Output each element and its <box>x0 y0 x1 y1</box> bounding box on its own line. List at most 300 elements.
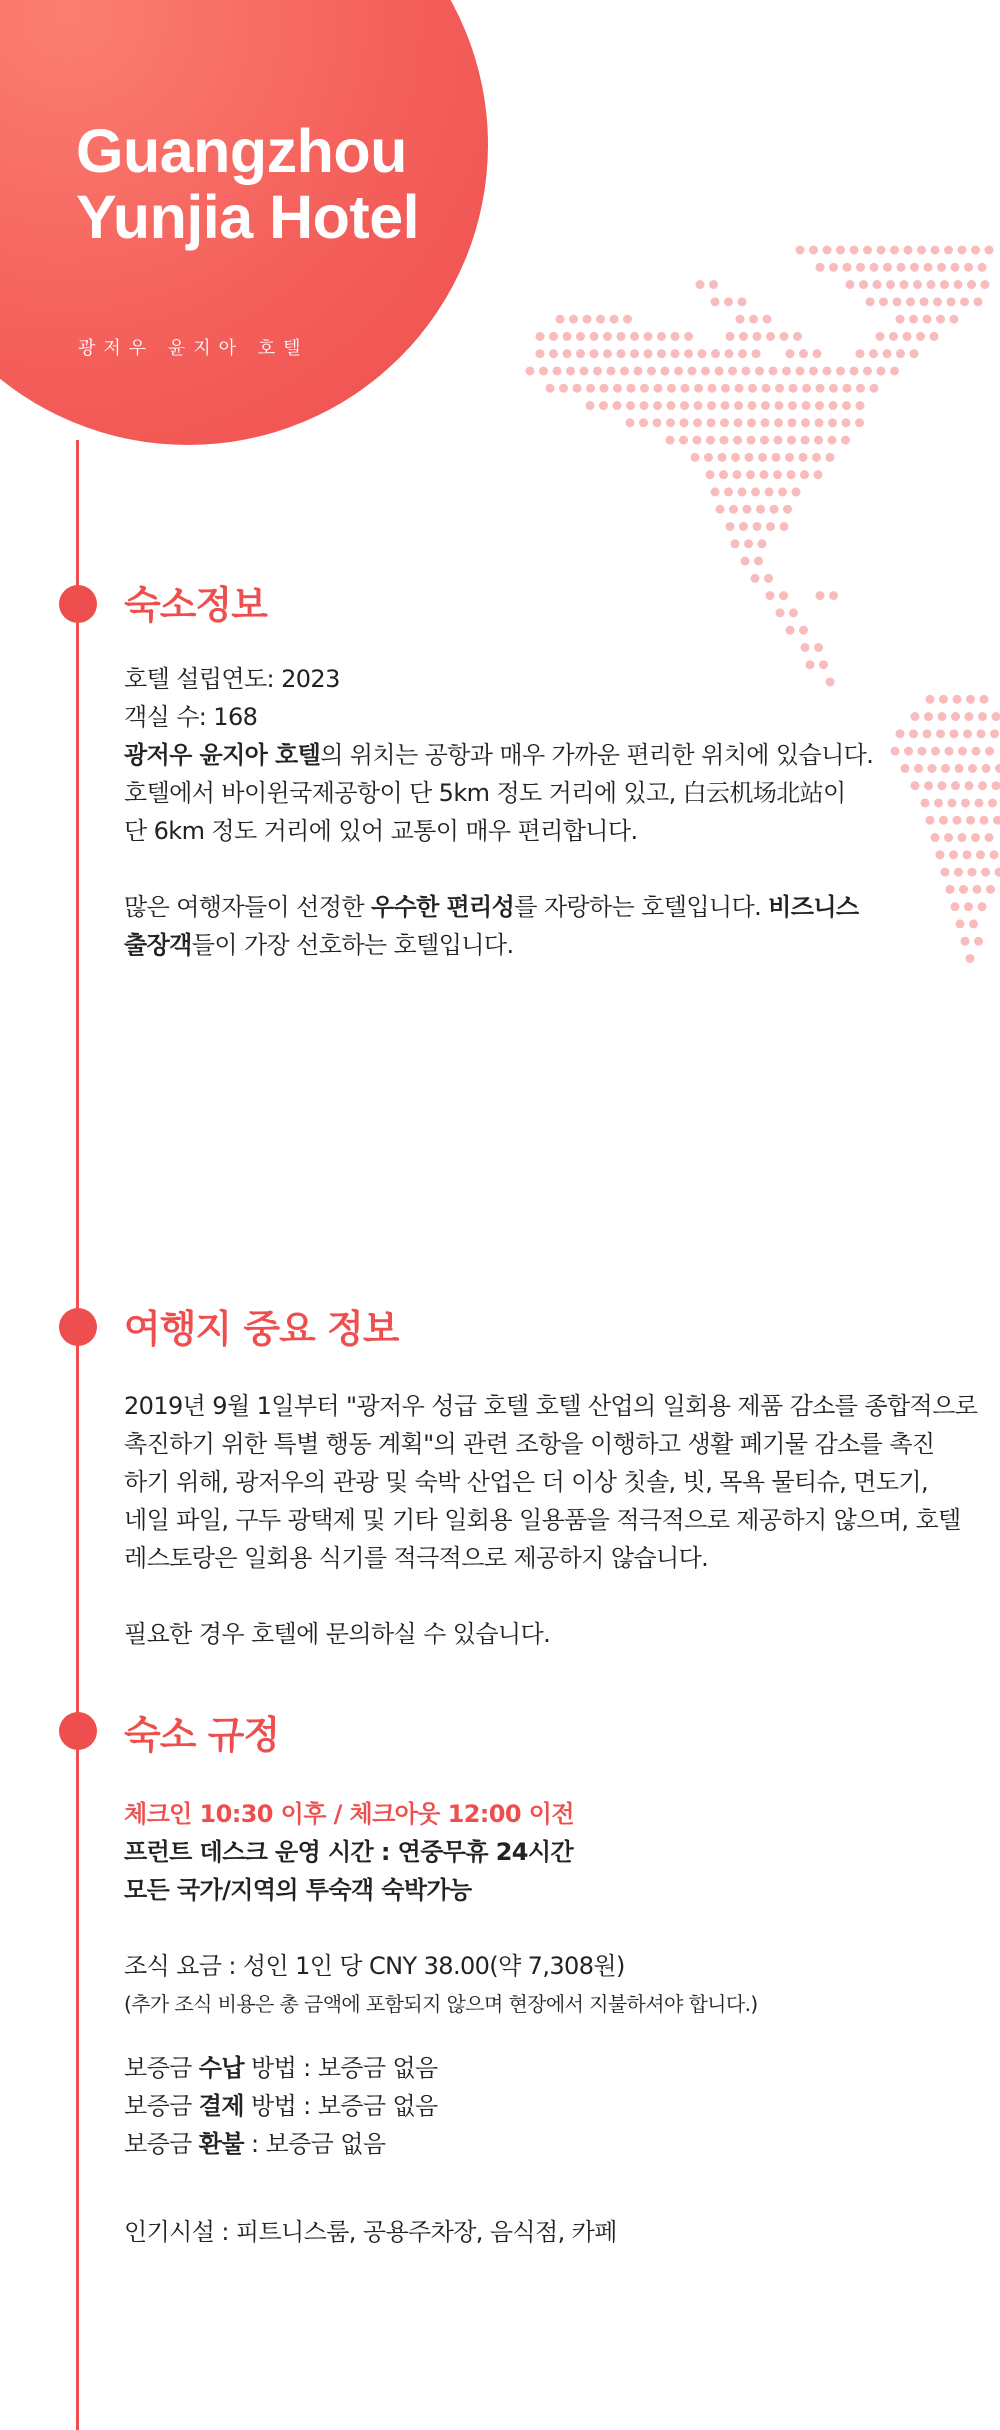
map-dot <box>725 349 734 358</box>
map-dot <box>809 246 818 255</box>
map-dot <box>936 315 945 324</box>
map-dot <box>813 349 822 358</box>
map-dot <box>769 366 778 375</box>
map-dot <box>869 349 878 358</box>
map-dot <box>760 436 769 445</box>
map-dot <box>775 384 784 393</box>
map-dot <box>599 401 608 410</box>
map-dot <box>748 401 757 410</box>
map-dot <box>916 332 925 341</box>
map-dot <box>691 453 700 462</box>
map-dot <box>800 470 809 479</box>
map-dot <box>753 522 762 531</box>
map-dot <box>809 366 818 375</box>
map-dot <box>716 505 725 514</box>
map-dot <box>897 263 906 272</box>
map-dot <box>873 280 882 289</box>
rules-facilities: 인기시설 : 피트니스룸, 공용주차장, 음식점, 카페 <box>124 2218 617 2246</box>
map-dot <box>799 349 808 358</box>
map-dot <box>789 608 798 617</box>
map-dot <box>733 470 742 479</box>
rules-checkin: 체크인 10:30 이후 / 체크아웃 12:00 이전 <box>124 1800 574 1828</box>
map-dot <box>796 366 805 375</box>
map-dot <box>747 436 756 445</box>
map-dot <box>896 315 905 324</box>
map-dot <box>828 436 837 445</box>
map-dot <box>863 246 872 255</box>
map-dot <box>906 297 915 306</box>
map-dot <box>933 297 942 306</box>
map-dot <box>842 418 851 427</box>
map-dot <box>992 712 1000 721</box>
map-dot <box>760 470 769 479</box>
map-dot <box>780 522 789 531</box>
map-dot <box>603 332 612 341</box>
map-dot <box>726 522 735 531</box>
map-dot <box>640 401 649 410</box>
map-dot <box>743 505 752 514</box>
map-dot <box>549 332 558 341</box>
map-dot <box>944 246 953 255</box>
rules-deposit-receive: 보증금 수납 방법 : 보증금 없음 <box>124 2054 438 2082</box>
map-dot <box>728 366 737 375</box>
map-dot <box>556 315 565 324</box>
map-dot <box>653 418 662 427</box>
map-dot <box>563 332 572 341</box>
map-dot <box>709 280 718 289</box>
map-dot <box>586 401 595 410</box>
map-dot <box>978 263 987 272</box>
map-dot <box>748 384 757 393</box>
map-dot <box>754 557 763 566</box>
map-dot <box>876 332 885 341</box>
rules-breakfast-note: (추가 조식 비용은 총 금액에 포함되지 않으며 현장에서 지불하셔야 합니다.) <box>124 1992 758 2016</box>
map-dot <box>694 384 703 393</box>
map-dot <box>829 401 838 410</box>
map-dot <box>744 539 753 548</box>
map-dot <box>613 384 622 393</box>
map-dot <box>904 246 913 255</box>
map-dot <box>812 453 821 462</box>
map-dot <box>766 332 775 341</box>
map-dot <box>657 332 666 341</box>
map-dot <box>993 816 1000 825</box>
map-dot <box>990 729 999 738</box>
map-dot <box>801 643 810 652</box>
map-dot <box>526 366 535 375</box>
map-dot <box>783 505 792 514</box>
info-popular-line2: 출장객들이 가장 선호하는 호텔입니다. <box>124 931 514 959</box>
map-dot <box>870 384 879 393</box>
map-dot <box>937 263 946 272</box>
map-dot <box>766 591 775 600</box>
map-dot <box>816 591 825 600</box>
map-dot <box>694 401 703 410</box>
map-dot <box>549 349 558 358</box>
map-dot <box>788 401 797 410</box>
map-dot <box>816 263 825 272</box>
map-dot <box>792 487 801 496</box>
map-dot <box>896 349 905 358</box>
map-dot <box>787 436 796 445</box>
rules-guests: 모든 국가/지역의 투숙객 숙박가능 <box>124 1876 472 1904</box>
map-dot <box>814 470 823 479</box>
map-dot <box>780 332 789 341</box>
map-dot <box>666 436 675 445</box>
map-dot <box>782 366 791 375</box>
map-dot <box>890 366 899 375</box>
map-dot <box>828 418 837 427</box>
map-dot <box>674 366 683 375</box>
map-dot <box>985 747 994 756</box>
map-dot <box>859 280 868 289</box>
map-dot <box>826 453 835 462</box>
map-dot <box>841 436 850 445</box>
map-dot <box>836 246 845 255</box>
map-dot <box>796 246 805 255</box>
map-dot <box>617 349 626 358</box>
map-dot <box>971 246 980 255</box>
map-dot <box>951 263 960 272</box>
map-dot <box>761 418 770 427</box>
map-dot <box>920 297 929 306</box>
map-dot <box>981 280 990 289</box>
map-dot <box>785 453 794 462</box>
map-dot <box>990 850 999 859</box>
map-dot <box>923 315 932 324</box>
map-dot <box>930 332 939 341</box>
map-dot <box>679 436 688 445</box>
map-dot <box>711 349 720 358</box>
map-dot <box>627 384 636 393</box>
map-dot <box>706 470 715 479</box>
map-dot <box>829 384 838 393</box>
map-dot <box>644 349 653 358</box>
map-dot <box>680 418 689 427</box>
map-dot <box>657 349 666 358</box>
map-dot <box>801 418 810 427</box>
rules-body <box>124 1795 984 2251</box>
hotel-title-line1: Guangzhou <box>76 117 407 185</box>
map-dot <box>846 280 855 289</box>
map-dot <box>751 487 760 496</box>
map-dot <box>776 608 785 617</box>
map-dot <box>995 764 1000 773</box>
map-dot <box>630 332 639 341</box>
map-dot <box>718 453 727 462</box>
map-dot <box>720 418 729 427</box>
map-dot <box>640 384 649 393</box>
map-dot <box>711 487 720 496</box>
map-dot <box>886 280 895 289</box>
map-dot <box>696 280 705 289</box>
info-body <box>124 660 984 964</box>
map-dot <box>600 384 609 393</box>
map-dot <box>693 418 702 427</box>
map-dot <box>684 349 693 358</box>
map-dot <box>739 522 748 531</box>
map-dot <box>879 297 888 306</box>
map-dot <box>765 487 774 496</box>
map-dot <box>779 591 788 600</box>
map-dot <box>910 349 919 358</box>
hotel-subtitle: 광저우 윤지아 호텔 <box>78 338 309 359</box>
map-dot <box>842 401 851 410</box>
map-dot <box>726 332 735 341</box>
map-dot <box>596 315 605 324</box>
map-dot <box>639 418 648 427</box>
info-location-line3: 단 6km 정도 거리에 있어 교통이 매우 편리합니다. <box>124 817 638 845</box>
map-dot <box>766 522 775 531</box>
map-dot <box>758 453 767 462</box>
map-dot <box>843 263 852 272</box>
map-dot <box>786 626 795 635</box>
map-dot <box>569 315 578 324</box>
map-dot <box>593 366 602 375</box>
map-dot <box>617 332 626 341</box>
map-dot <box>799 453 808 462</box>
map-dot <box>738 487 747 496</box>
map-dot <box>680 401 689 410</box>
map-dot <box>720 436 729 445</box>
info-location-line2: 호텔에서 바이윈국제공항이 단 5km 정도 거리에 있고, 白云机场北站이 <box>124 779 846 807</box>
map-dot <box>747 418 756 427</box>
map-dot <box>992 781 1000 790</box>
map-dot <box>985 833 994 842</box>
map-dot <box>758 539 767 548</box>
map-dot <box>940 280 949 289</box>
map-dot <box>814 436 823 445</box>
map-dot <box>883 263 892 272</box>
map-dot <box>752 349 761 358</box>
map-dot <box>706 436 715 445</box>
map-dot <box>778 487 787 496</box>
map-dot <box>738 297 747 306</box>
info-popular: 많은 여행자들이 선정한 우수한 편리성를 자랑하는 호텔입니다. 비즈니스 <box>124 893 859 921</box>
info-year: 호텔 설립연도: 2023 <box>124 665 340 693</box>
map-dot <box>610 315 619 324</box>
map-dot <box>823 366 832 375</box>
map-dot <box>613 401 622 410</box>
rules-deposit-refund: 보증금 환불 : 보증금 없음 <box>124 2130 386 2158</box>
map-dot <box>733 436 742 445</box>
map-dot <box>546 384 555 393</box>
map-dot <box>647 366 656 375</box>
map-dot <box>964 263 973 272</box>
map-dot <box>607 366 616 375</box>
map-dot <box>909 315 918 324</box>
map-dot <box>863 366 872 375</box>
map-dot <box>913 280 922 289</box>
map-dot <box>667 384 676 393</box>
info-rooms: 객실 수: 168 <box>124 703 258 731</box>
map-dot <box>986 885 995 894</box>
map-dot <box>823 246 832 255</box>
map-dot <box>773 470 782 479</box>
rules-front-desk: 프런트 데스크 운영 시간 : 연중무휴 24시간 <box>124 1838 574 1866</box>
map-dot <box>870 263 879 272</box>
map-dot <box>741 557 750 566</box>
map-dot <box>721 401 730 410</box>
map-dot <box>626 418 635 427</box>
map-dot <box>917 246 926 255</box>
map-dot <box>802 384 811 393</box>
map-dot <box>566 366 575 375</box>
travel-line1: 2019년 9월 1일부터 "광저우 성급 호텔 호텔 산업의 일회용 제품 감소를 종합적으로 <box>124 1392 978 1420</box>
map-dot <box>623 315 632 324</box>
map-dot <box>954 280 963 289</box>
map-dot <box>653 401 662 410</box>
map-dot <box>698 349 707 358</box>
map-dot <box>576 332 585 341</box>
map-dot <box>583 315 592 324</box>
map-dot <box>789 384 798 393</box>
map-dot <box>671 349 680 358</box>
map-dot <box>770 505 779 514</box>
map-dot <box>735 384 744 393</box>
map-dot <box>715 366 724 375</box>
map-dot <box>688 366 697 375</box>
map-dot <box>850 366 859 375</box>
hotel-title <box>76 118 419 250</box>
map-dot <box>681 384 690 393</box>
map-dot <box>586 384 595 393</box>
map-dot <box>836 366 845 375</box>
map-dot <box>815 418 824 427</box>
map-dot <box>667 401 676 410</box>
map-dot <box>731 453 740 462</box>
map-dot <box>749 315 758 324</box>
map-dot <box>775 401 784 410</box>
map-dot <box>693 436 702 445</box>
rules-deposit-pay: 보증금 결제 방법 : 보증금 없음 <box>124 2092 438 2120</box>
map-dot <box>536 349 545 358</box>
map-dot <box>829 263 838 272</box>
map-dot <box>958 246 967 255</box>
map-dot <box>559 384 568 393</box>
map-dot <box>751 574 760 583</box>
map-dot <box>802 401 811 410</box>
map-dot <box>764 574 773 583</box>
map-dot <box>950 315 959 324</box>
map-dot <box>755 366 764 375</box>
map-dot <box>774 436 783 445</box>
map-dot <box>903 332 912 341</box>
map-dot <box>736 315 745 324</box>
map-dot <box>850 246 859 255</box>
map-dot <box>719 470 728 479</box>
map-dot <box>666 418 675 427</box>
map-dot <box>553 366 562 375</box>
map-dot <box>960 297 969 306</box>
map-dot <box>995 868 1000 877</box>
map-dot <box>927 280 936 289</box>
map-dot <box>856 401 865 410</box>
map-dot <box>630 349 639 358</box>
map-dot <box>734 418 743 427</box>
map-dot <box>866 297 875 306</box>
map-dot <box>644 332 653 341</box>
map-dot <box>816 384 825 393</box>
info-location: 광저우 윤지아 호텔의 위치는 공항과 매우 가까운 편리한 위치에 있습니다. <box>124 741 874 769</box>
map-dot <box>856 349 865 358</box>
map-dot <box>671 332 680 341</box>
map-dot <box>573 384 582 393</box>
map-dot <box>799 626 808 635</box>
map-dot <box>774 418 783 427</box>
map-dot <box>539 366 548 375</box>
map-dot <box>626 401 635 410</box>
map-dot <box>883 349 892 358</box>
map-dot <box>724 487 733 496</box>
map-dot <box>711 297 720 306</box>
map-dot <box>786 349 795 358</box>
map-dot <box>746 470 755 479</box>
timeline-dot-info <box>59 585 97 623</box>
map-dot <box>900 280 909 289</box>
map-dot <box>576 349 585 358</box>
map-dot <box>893 297 902 306</box>
map-dot <box>738 349 747 358</box>
map-dot <box>654 384 663 393</box>
map-dot <box>967 280 976 289</box>
map-dot <box>704 453 713 462</box>
timeline-dot-rules <box>59 1712 97 1750</box>
map-dot <box>745 453 754 462</box>
map-dot <box>590 332 599 341</box>
map-dot <box>910 263 919 272</box>
map-dot <box>756 505 765 514</box>
map-dot <box>753 332 762 341</box>
map-dot <box>731 539 740 548</box>
map-dot <box>856 263 865 272</box>
section-title-rules: 숙소 규정 <box>124 1713 280 1757</box>
travel-body <box>124 1387 984 1653</box>
map-dot <box>856 384 865 393</box>
map-dot <box>947 297 956 306</box>
map-dot <box>708 384 717 393</box>
map-dot <box>724 297 733 306</box>
map-dot <box>829 591 838 600</box>
timeline-line <box>76 440 79 2430</box>
map-dot <box>684 332 693 341</box>
map-dot <box>793 332 802 341</box>
map-dot <box>772 453 781 462</box>
map-dot <box>843 384 852 393</box>
map-dot <box>763 315 772 324</box>
map-dot <box>814 643 823 652</box>
section-title-info: 숙소정보 <box>124 583 267 627</box>
map-dot <box>563 349 572 358</box>
travel-line4: 네일 파일, 구두 광택제 및 기타 일회용 일용품을 적극적으로 제공하지 않으며, 호텔 <box>124 1506 961 1534</box>
map-dot <box>729 505 738 514</box>
map-dot <box>701 366 710 375</box>
travel-line2: 촉진하기 위한 특별 행동 계획"의 관련 조항을 이행하고 생활 폐기물 감소를 촉진 <box>124 1430 935 1458</box>
map-dot <box>985 246 994 255</box>
map-dot <box>787 470 796 479</box>
section-title-travel: 여행지 중요 정보 <box>124 1307 399 1351</box>
map-dot <box>988 798 997 807</box>
map-dot <box>877 246 886 255</box>
map-dot <box>707 418 716 427</box>
map-dot <box>721 384 730 393</box>
map-dot <box>762 384 771 393</box>
map-dot <box>890 246 899 255</box>
timeline-dot-travel <box>59 1308 97 1346</box>
map-dot <box>801 436 810 445</box>
map-dot <box>889 332 898 341</box>
map-dot <box>734 401 743 410</box>
